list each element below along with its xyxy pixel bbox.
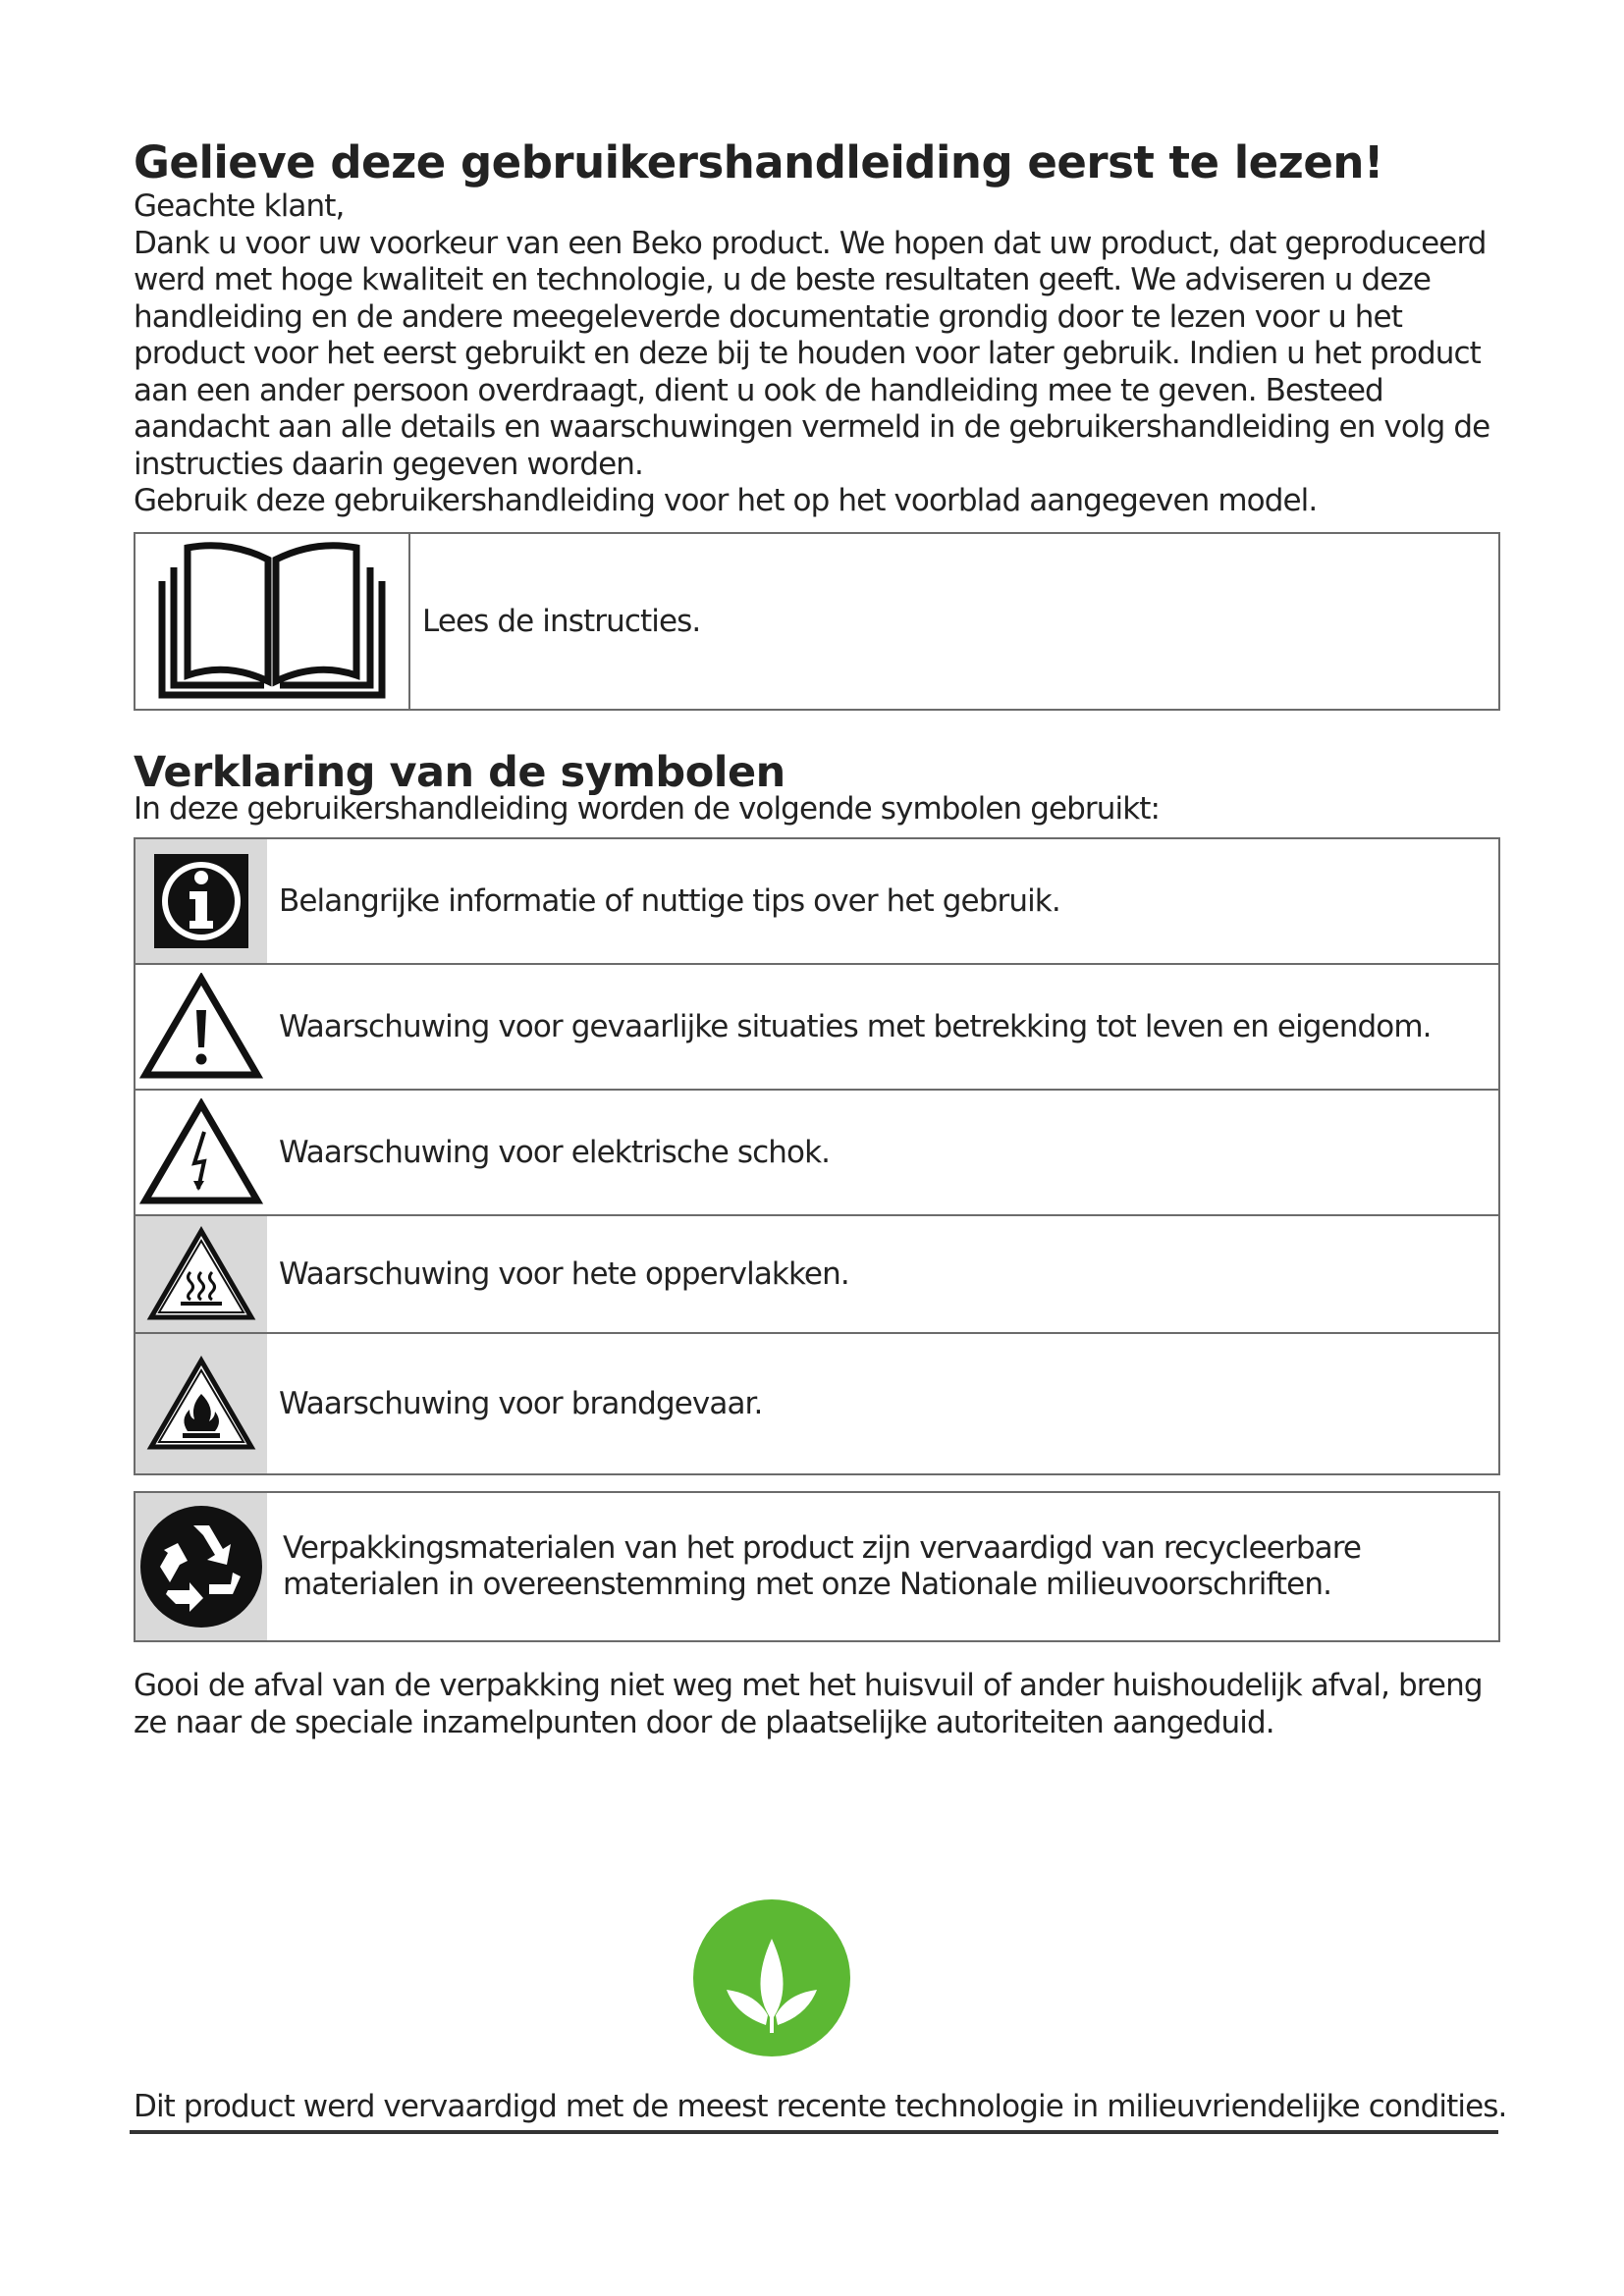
symbol-row-info [135,839,1498,965]
symbol-icon-cell [135,965,267,1089]
info-icon [154,854,248,948]
disposal-note: Gooi de afval van de verpakking niet weg met het huisvuil of ander huishoudelijk afval, breng ze naar de speciale inzamelpunten door de plaatselijke autoriteiten aangeduid. [134,1668,1483,1740]
recycle-text-line2: materialen in overeenstemming met onze Nationale milieuvoorschriften. [283,1567,1332,1602]
recycle-icon-cell [135,1493,267,1640]
recycle-icon [138,1504,264,1629]
symbol-text: Waarschuwing voor elektrische schok. [279,1135,831,1170]
hot-surface-icon [145,1225,257,1323]
symbols-subtitle: In deze gebruikershandleiding worden de volgende symbolen gebruikt: [134,790,1161,827]
warning-icon [139,973,263,1081]
fire-hazard-icon [145,1355,257,1453]
symbol-row-warning [135,965,1498,1091]
symbol-text: Waarschuwing voor gevaarlijke situaties met betrekking tot leven en eigendom. [279,1009,1432,1044]
recycle-text [267,1493,1361,1640]
symbol-icon-cell [135,1091,267,1214]
open-book-icon [158,542,386,701]
symbol-row-electric [135,1091,1498,1216]
read-instructions-text: Lees de instructies. [422,603,701,639]
leaf-icon [693,1899,850,2056]
symbol-icon-cell [135,1216,267,1332]
intro-body: Dank u voor uw voorkeur van een Beko product. We hopen dat uw product, dat geproduceerd werd met hoge kwaliteit en technologie, u de beste resultaten geeft. We adviseren u deze handleiding en de andere meegeleverde documentatie grondig door te lezen voor u het product voor het eerst gebruikt en deze bij te houden voor later gebruik. Indien u het product aan een ander persoon overdraagt, dient u ook de handleiding mee te geven. Besteed aandacht aan alle details en waarschuwingen vermeld in de gebruikershandleiding en volg de instructies daarin gegeven worden. [134,225,1490,482]
electric-shock-icon [139,1098,263,1206]
symbols-table [134,837,1500,1475]
greeting: Geachte klant, [134,188,345,224]
symbol-row-fire [135,1334,1498,1473]
eco-statement: Dit product werd vervaardigd met de meest recente technologie in milieuvriendelijke condities. [134,2089,1507,2124]
manual-page [134,137,1498,1741]
symbol-icon-cell [135,839,267,963]
recycle-box [134,1491,1500,1642]
read-icon-cell [135,534,410,709]
symbol-icon-cell [135,1334,267,1473]
read-instructions-box [134,532,1500,711]
symbol-text: Waarschuwing voor hete oppervlakken. [279,1256,849,1292]
recycle-text-line1: Verpakkingsmaterialen van het product zijn vervaardigd van recycleerbare [283,1530,1362,1566]
symbol-text: Waarschuwing voor brandgevaar. [279,1386,763,1421]
intro-title: Gelieve deze gebruikershandleiding eerst te lezen! [134,136,1383,188]
eco-logo [693,1899,850,2056]
symbols-title: Verklaring van de symbolen [134,747,785,797]
symbol-row-hot [135,1216,1498,1334]
model-note: Gebruik deze gebruikershandleiding voor het op het voorblad aangegeven model. [134,483,1318,518]
symbol-text: Belangrijke informatie of nuttige tips over het gebruik. [279,883,1060,919]
footer-divider [130,2130,1498,2134]
